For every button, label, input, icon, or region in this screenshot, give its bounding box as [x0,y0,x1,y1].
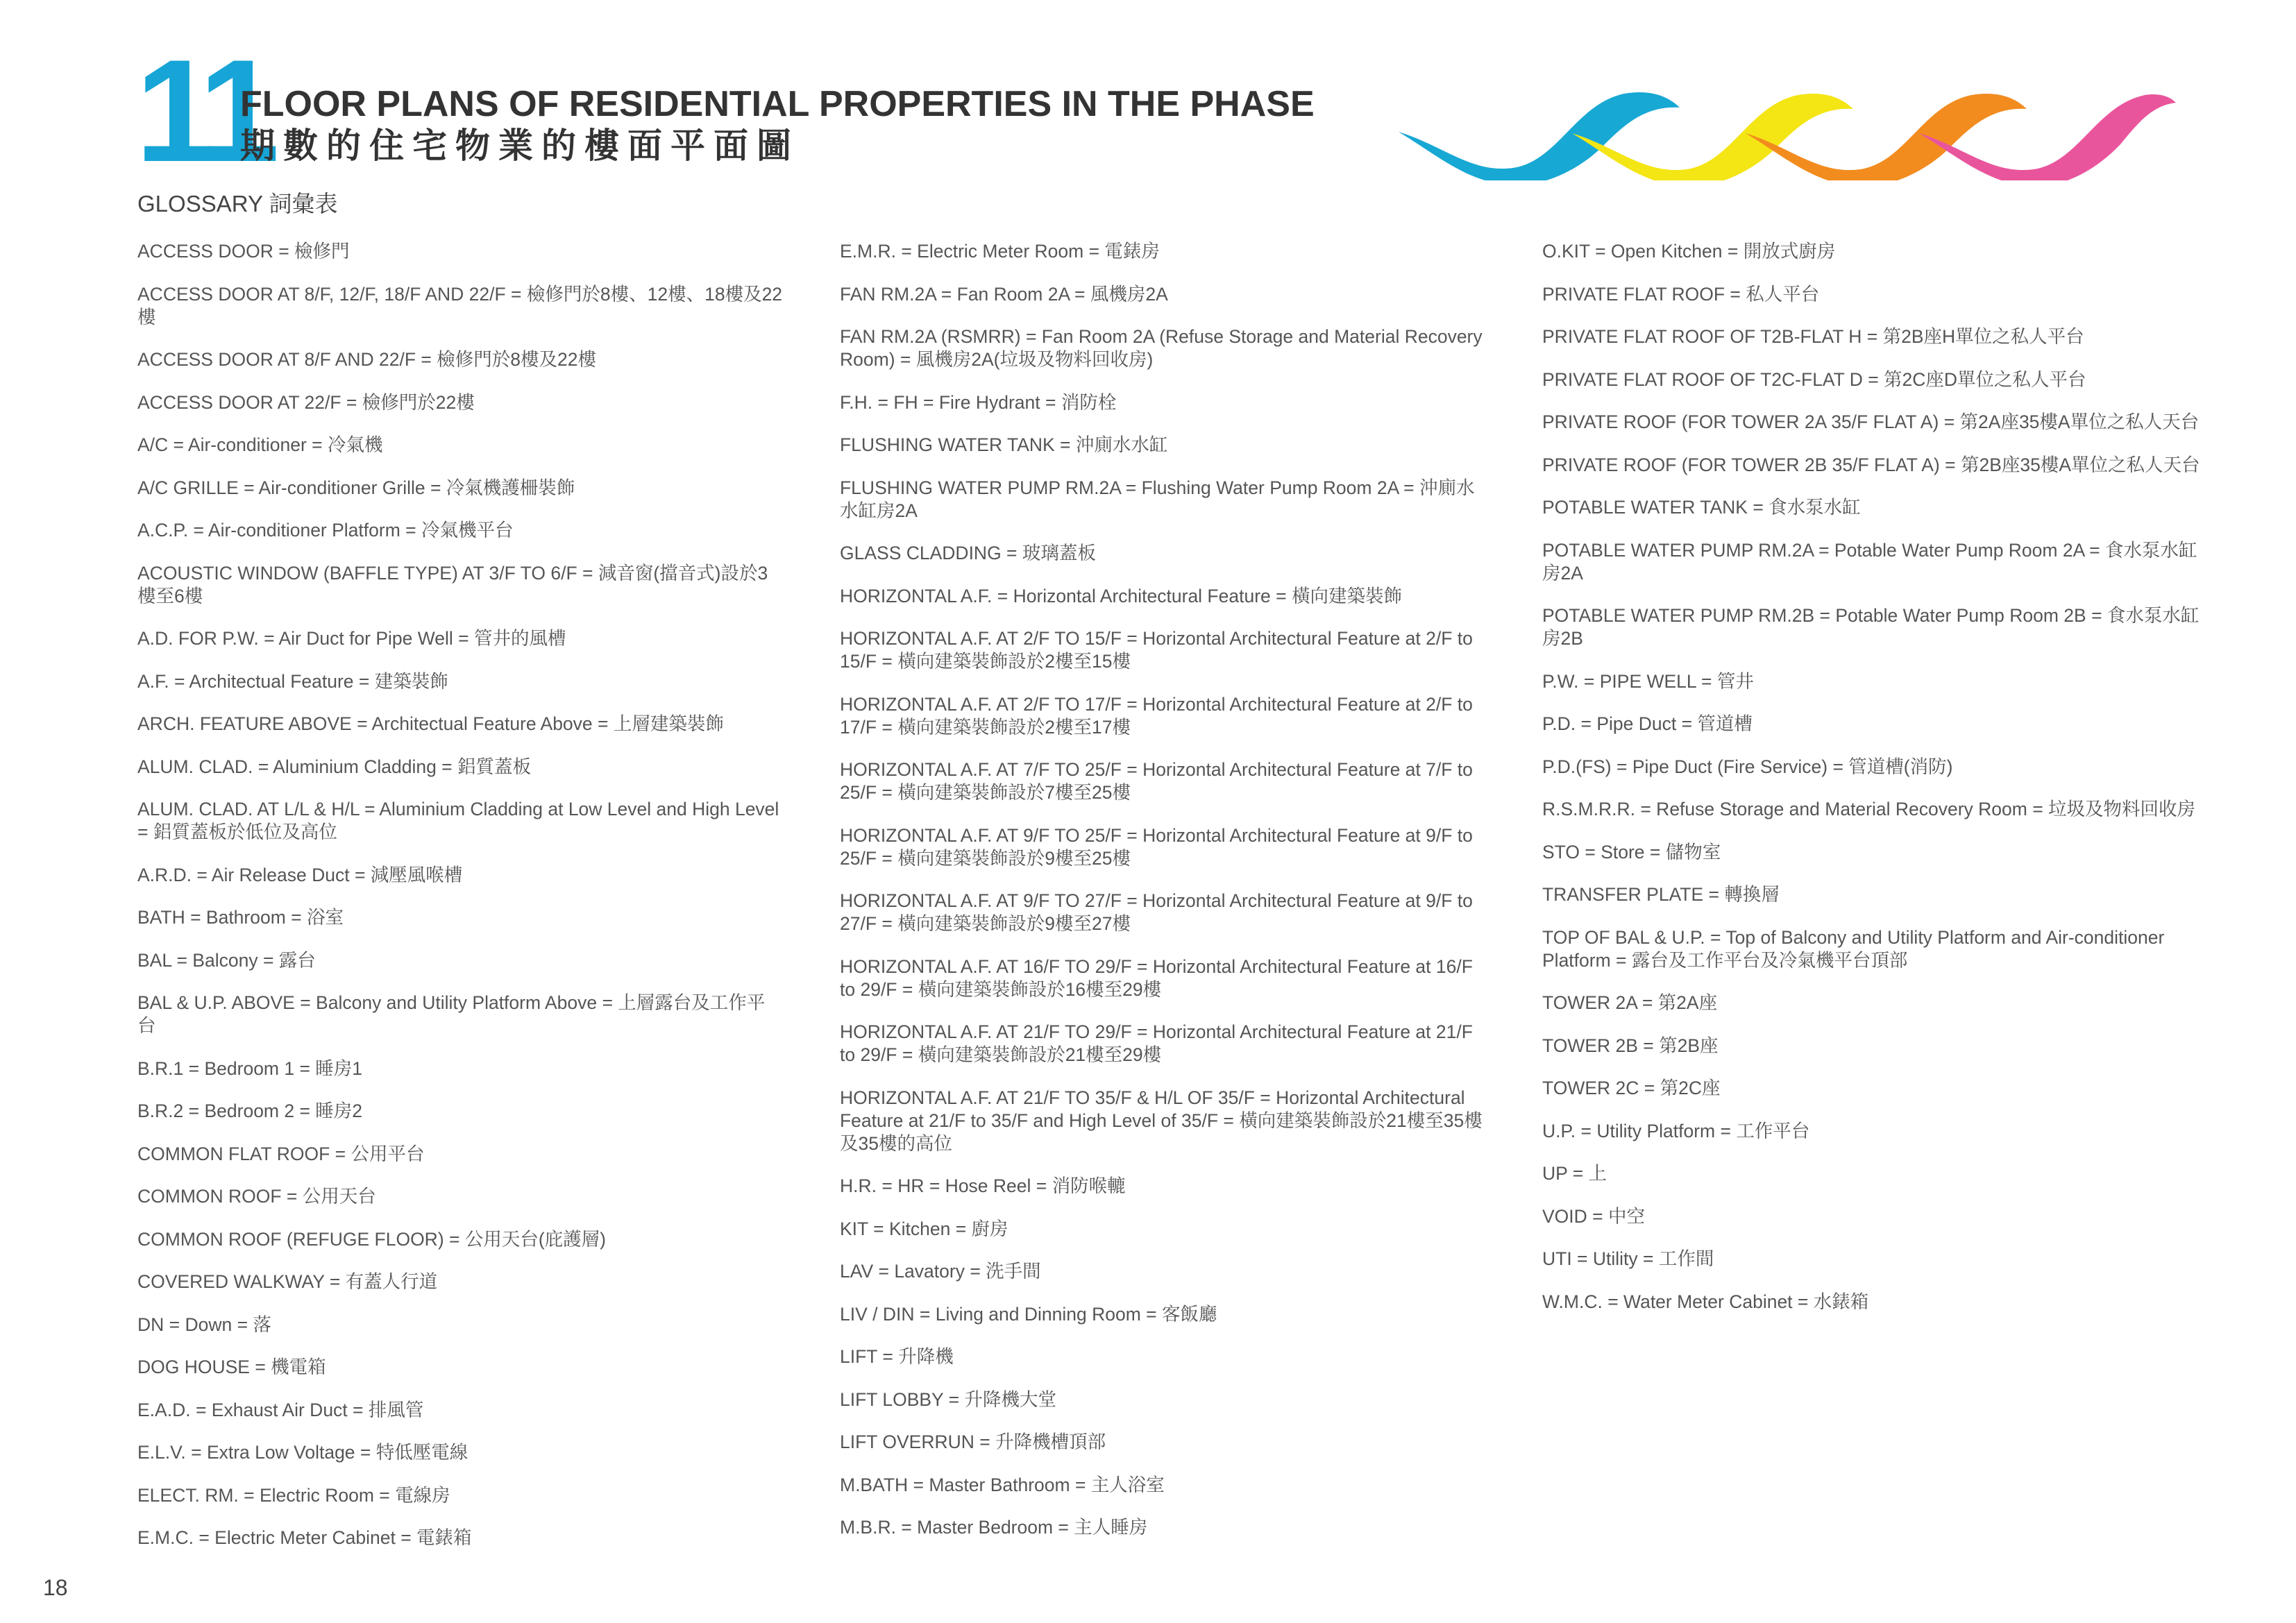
glossary-entry: PRIVATE ROOF (FOR TOWER 2A 35/F FLAT A) = 第2A座35樓A單位之私人天台 [1542,411,2200,432]
glossary-entry: ELECT. RM. = Electric Room = 電線房 [137,1484,450,1506]
glossary-entry: LIV / DIN = Living and Dinning Room = 客飯廳 [840,1303,1217,1325]
glossary-entry: ACCESS DOOR AT 8/F AND 22/F = 檢修門於8樓及22樓 [137,349,596,370]
glossary-entry: P.D. = Pipe Duct = 管道槽 [1542,713,1753,734]
glossary-entry: HORIZONTAL A.F. AT 16/F TO 29/F = Horizontal Architectural Feature at 16/F to 29/F = 橫向建築裝飾設於16樓至29樓 [840,955,1473,1000]
glossary-entry: M.BATH = Master Bathroom = 主人浴室 [840,1474,1165,1495]
glossary-entry: ALUM. CLAD. = Aluminium Cladding = 鋁質蓋板 [137,756,532,777]
glossary-entry: P.W. = PIPE WELL = 管井 [1542,670,1754,692]
glossary-entry: R.S.M.R.R. = Refuse Storage and Material Recovery Room = 垃圾及物料回收房 [1542,799,2196,819]
decorative-ribbon-icon [1395,69,2179,180]
glossary-entry: BAL & U.P. ABOVE = Balcony and Utility Platform Above = 上層露台及工作平台 [137,992,766,1036]
glossary-entry: TOWER 2B = 第2B座 [1542,1035,1719,1056]
glossary-entry: HORIZONTAL A.F. = Horizontal Architectural Feature = 橫向建築裝飾 [840,585,1402,606]
glossary-entry: ARCH. FEATURE ABOVE = Architectual Feature Above = 上層建築裝飾 [137,713,724,734]
glossary-entry: UP = 上 [1542,1163,1607,1184]
glossary-entry: PRIVATE FLAT ROOF OF T2C-FLAT D = 第2C座D單位之私人平台 [1542,368,2086,390]
glossary-entry: BAL = Balcony = 露台 [137,949,316,971]
glossary-entry: LIFT OVERRUN = 升降機槽頂部 [840,1431,1106,1452]
glossary-entry: TOWER 2C = 第2C座 [1542,1078,1721,1098]
glossary-entry: P.D.(FS) = Pipe Duct (Fire Service) = 管道槽(消防) [1542,756,1953,777]
glossary-entry: E.M.R. = Electric Meter Room = 電錶房 [840,241,1160,262]
glossary-entry: LIFT = 升降機 [840,1346,954,1367]
glossary-entry: E.M.C. = Electric Meter Cabinet = 電錶箱 [137,1527,472,1548]
glossary-entry: FLUSHING WATER TANK = 沖廁水水缸 [840,434,1168,455]
page-title-english: FLOOR PLANS OF RESIDENTIAL PROPERTIES IN THE PHASE [240,84,1315,124]
glossary-entry: ACCESS DOOR AT 8/F, 12/F, 18/F AND 22/F = 檢修門於8樓、12樓、18樓及22樓 [137,283,783,328]
glossary-entry: PRIVATE ROOF (FOR TOWER 2B 35/F FLAT A) = 第2B座35樓A單位之私人天台 [1542,454,2200,475]
glossary-entry: VOID = 中空 [1542,1205,1645,1227]
glossary-entry: A.C.P. = Air-conditioner Platform = 冷氣機平台 [137,520,514,541]
glossary-entry: POTABLE WATER PUMP RM.2A = Potable Water Pump Room 2A = 食水泵水缸房2A [1542,539,2197,584]
glossary-column-1 [137,240,783,1570]
glossary-entry: LIFT LOBBY = 升降機大堂 [840,1388,1056,1410]
glossary-entry: A.D. FOR P.W. = Air Duct for Pipe Well = 管井的風槽 [137,628,566,649]
glossary-entry: HORIZONTAL A.F. AT 2/F TO 17/F = Horizontal Architectural Feature at 2/F to 17/F = 橫向建築裝飾設於2樓至17樓 [840,693,1473,738]
glossary-entry: W.M.C. = Water Meter Cabinet = 水錶箱 [1542,1291,1869,1312]
glossary-entry: HORIZONTAL A.F. AT 2/F TO 15/F = Horizontal Architectural Feature at 2/F to 15/F = 橫向建築裝飾設於2樓至15樓 [840,628,1473,672]
section-number: 11 [135,29,270,192]
glossary-entry: COMMON FLAT ROOF = 公用平台 [137,1143,425,1164]
glossary-entry: HORIZONTAL A.F. AT 9/F TO 27/F = Horizontal Architectural Feature at 9/F to 27/F = 橫向建築裝飾設於9樓至27樓 [840,890,1473,934]
glossary-heading: GLOSSARY 詞彙表 [137,191,338,216]
glossary-entry: UTI = Utility = 工作間 [1542,1248,1714,1269]
glossary-entry: ALUM. CLAD. AT L/L & H/L = Aluminium Cladding at Low Level and High Level = 鋁質蓋板於低位及高位 [137,799,779,842]
glossary-entry: FLUSHING WATER PUMP RM.2A = Flushing Water Pump Room 2A = 沖廁水水缸房2A [840,477,1475,521]
glossary-entry: A/C GRILLE = Air-conditioner Grille = 冷氣機護柵裝飾 [137,477,575,498]
page-title-chinese: 期數的住宅物業的樓面平面圖 [240,126,800,166]
glossary-entry: COVERED WALKWAY = 有蓋人行道 [137,1271,438,1292]
glossary-entry: PRIVATE FLAT ROOF = 私人平台 [1542,283,1820,305]
glossary-entry: HORIZONTAL A.F. AT 21/F TO 29/F = Horizontal Architectural Feature at 21/F to 29/F = 橫向建築裝飾設於21樓至29樓 [840,1021,1473,1065]
glossary-entry: LAV = Lavatory = 洗手間 [840,1261,1041,1282]
glossary-entry: HORIZONTAL A.F. AT 21/F TO 35/F & H/L OF 35/F = Horizontal Architectural Feature at 21/F to 35/F and High Level of 35/F = 橫向建築裝飾設於21樓至35樓及35樓的高位 [840,1087,1483,1154]
glossary-entry: FAN RM.2A = Fan Room 2A = 風機房2A [840,283,1168,305]
glossary-entry: ACCESS DOOR = 檢修門 [137,241,350,262]
glossary-entry: B.R.2 = Bedroom 2 = 睡房2 [137,1101,363,1121]
glossary-entry: E.A.D. = Exhaust Air Duct = 排風管 [137,1399,424,1420]
glossary-entry: HORIZONTAL A.F. AT 7/F TO 25/F = Horizontal Architectural Feature at 7/F to 25/F = 橫向建築裝飾設於7樓至25樓 [840,759,1473,803]
glossary-entry: COMMON ROOF = 公用天台 [137,1186,376,1207]
glossary-column-2 [840,240,1485,1559]
glossary-entry: STO = Store = 儲物室 [1542,841,1721,863]
glossary-entry: GLASS CLADDING = 玻璃蓋板 [840,543,1096,563]
glossary-entry: POTABLE WATER PUMP RM.2B = Potable Water Pump Room 2B = 食水泵水缸房2B [1542,605,2200,649]
glossary-entry: B.R.1 = Bedroom 1 = 睡房1 [137,1057,363,1079]
glossary-entry: TOP OF BAL & U.P. = Top of Balcony and Utility Platform and Air-conditioner Platform = 露台及工作平台及冷氣機平台頂部 [1542,926,2165,971]
glossary-entry: A.F. = Architectual Feature = 建築裝飾 [137,670,448,692]
glossary-entry: FAN RM.2A (RSMRR) = Fan Room 2A (Refuse Storage and Material Recovery Room) = 風機房2A(垃圾及物料回收房) [840,326,1483,370]
glossary-entry: TRANSFER PLATE = 轉換層 [1542,884,1780,905]
glossary-entry: KIT = Kitchen = 廚房 [840,1218,1008,1239]
glossary-entry: A.R.D. = Air Release Duct = 減壓風喉槽 [137,864,463,885]
glossary-entry: H.R. = HR = Hose Reel = 消防喉轆 [840,1175,1126,1196]
glossary-entry: F.H. = FH = Fire Hydrant = 消防栓 [840,391,1117,413]
glossary-entry: E.L.V. = Extra Low Voltage = 特低壓電線 [137,1442,469,1463]
glossary-entry: POTABLE WATER TANK = 食水泵水缸 [1542,497,1861,518]
glossary-entry: PRIVATE FLAT ROOF OF T2B-FLAT H = 第2B座H單位之私人平台 [1542,326,2084,347]
glossary-entry: O.KIT = Open Kitchen = 開放式廚房 [1542,241,1836,262]
glossary-entry: TOWER 2A = 第2A座 [1542,992,1718,1013]
glossary-entry: HORIZONTAL A.F. AT 9/F TO 25/F = Horizontal Architectural Feature at 9/F to 25/F = 橫向建築裝飾設於9樓至25樓 [840,824,1473,869]
glossary-entry: A/C = Air-conditioner = 冷氣機 [137,434,383,455]
glossary-column-3 [1542,240,2209,1333]
glossary-entry: COMMON ROOF (REFUGE FLOOR) = 公用天台(庇護層) [137,1228,606,1250]
glossary-entry: ACOUSTIC WINDOW (BAFFLE TYPE) AT 3/F TO 6/F = 減音窗(擋音式)設於3樓至6樓 [137,562,768,606]
glossary-entry: ACCESS DOOR AT 22/F = 檢修門於22樓 [137,391,475,413]
glossary-entry: M.B.R. = Master Bedroom = 主人睡房 [840,1517,1148,1538]
page-number: 18 [43,1575,68,1600]
glossary-entry: DN = Down = 落 [137,1314,271,1335]
glossary-entry: DOG HOUSE = 機電箱 [137,1357,326,1377]
glossary-entry: BATH = Bathroom = 浴室 [137,907,344,928]
glossary-entry: U.P. = Utility Platform = 工作平台 [1542,1120,1810,1141]
